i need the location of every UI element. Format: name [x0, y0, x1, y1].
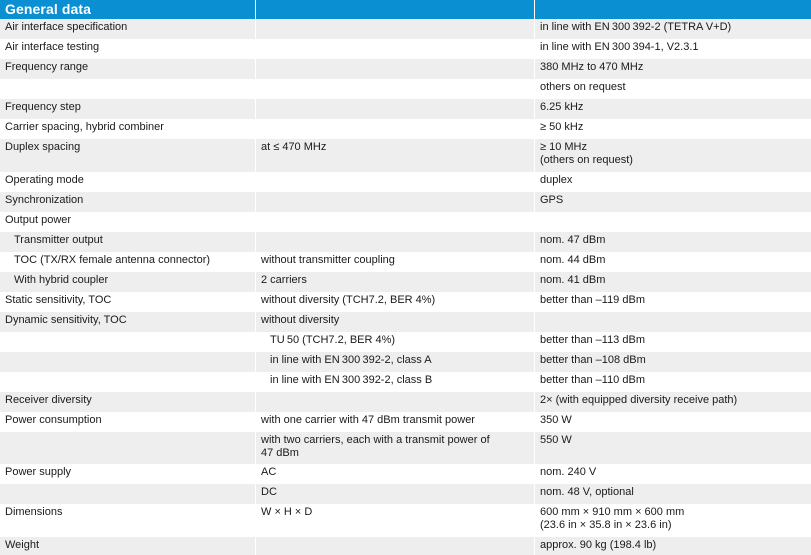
row-value: ≥ 50 kHz: [535, 119, 811, 139]
row-value: 550 W: [535, 432, 811, 465]
row-label: Duplex spacing: [0, 139, 256, 172]
row-condition: W × H × D: [256, 504, 535, 537]
row-condition: [256, 392, 535, 412]
row-value: [535, 212, 811, 232]
row-condition: 2 carriers: [256, 272, 535, 292]
row-label: Operating mode: [0, 172, 256, 192]
row-condition: [256, 432, 535, 465]
row-value: better than –113 dBm: [535, 332, 811, 352]
row-condition: [256, 212, 535, 232]
row-condition: TU 50 (TCH7.2, BER 4%): [256, 332, 535, 352]
row-label: [0, 79, 256, 99]
row-label: TOC (TX/RX female antenna connector): [0, 252, 256, 272]
row-condition: [256, 172, 535, 192]
row-value: 380 MHz to 470 MHz: [535, 59, 811, 79]
row-value: [535, 312, 811, 332]
row-value: duplex: [535, 172, 811, 192]
row-label: Frequency step: [0, 99, 256, 119]
row-condition-line: 47 dBm: [261, 446, 299, 459]
row-condition: [256, 99, 535, 119]
row-condition: [256, 192, 535, 212]
row-condition: [256, 232, 535, 252]
row-label: Air interface testing: [0, 39, 256, 59]
row-value-note: (23.6 in × 35.8 in × 23.6 in): [540, 519, 672, 531]
row-condition: in line with EN 300 392-2, class A: [256, 352, 535, 372]
row-value: GPS: [535, 192, 811, 212]
row-condition: [256, 537, 535, 555]
row-value-line: ≥ 10 MHz: [540, 141, 587, 153]
row-label: [0, 432, 256, 465]
row-label: Air interface specification: [0, 19, 256, 39]
row-condition: [256, 79, 535, 99]
row-condition: in line with EN 300 392-2, class B: [256, 372, 535, 392]
row-condition: without transmitter coupling: [256, 252, 535, 272]
row-label: Static sensitivity, TOC: [0, 292, 256, 312]
header-spacer: [256, 0, 535, 19]
section-title: General data: [0, 0, 256, 19]
row-value: 350 W: [535, 412, 811, 432]
row-label: Dimensions: [0, 504, 256, 537]
row-value: in line with EN 300 394-1, V2.3.1: [535, 39, 811, 59]
row-condition: [256, 59, 535, 79]
row-label: Power supply: [0, 464, 256, 484]
row-label: With hybrid coupler: [0, 272, 256, 292]
row-condition: AC: [256, 464, 535, 484]
row-condition: [256, 19, 535, 39]
row-value: better than –119 dBm: [535, 292, 811, 312]
row-value: better than –108 dBm: [535, 352, 811, 372]
row-value-line: 600 mm × 910 mm × 600 mm: [540, 506, 685, 518]
row-value: [535, 504, 811, 537]
row-label: [0, 352, 256, 372]
row-label: Power consumption: [0, 412, 256, 432]
row-condition: without diversity: [256, 312, 535, 332]
row-label: [0, 332, 256, 352]
row-condition: [256, 39, 535, 59]
row-label: Frequency range: [0, 59, 256, 79]
row-label: Synchronization: [0, 192, 256, 212]
row-value: better than –110 dBm: [535, 372, 811, 392]
row-condition-line: with two carriers, each with a transmit power of: [261, 433, 490, 446]
row-value-note: (others on request): [540, 154, 633, 166]
row-label: Carrier spacing, hybrid combiner: [0, 119, 256, 139]
row-value: nom. 240 V: [535, 464, 811, 484]
row-value: [535, 139, 811, 172]
row-label: Dynamic sensitivity, TOC: [0, 312, 256, 332]
table-header: [0, 0, 811, 19]
row-value: nom. 47 dBm: [535, 232, 811, 252]
row-label: [0, 372, 256, 392]
row-label: [0, 484, 256, 504]
spec-table: [0, 19, 811, 555]
row-value: 2× (with equipped diversity receive path): [535, 392, 811, 412]
row-condition: without diversity (TCH7.2, BER 4%): [256, 292, 535, 312]
header-spacer: [535, 0, 811, 19]
row-condition: with one carrier with 47 dBm transmit power: [256, 412, 535, 432]
row-label: Weight: [0, 537, 256, 555]
row-condition: [256, 119, 535, 139]
row-value: 6.25 kHz: [535, 99, 811, 119]
row-label: Output power: [0, 212, 256, 232]
row-value: nom. 41 dBm: [535, 272, 811, 292]
row-condition: DC: [256, 484, 535, 504]
row-value: others on request: [535, 79, 811, 99]
row-value: in line with EN 300 392-2 (TETRA V+D): [535, 19, 811, 39]
row-value: nom. 48 V, optional: [535, 484, 811, 504]
row-value: approx. 90 kg (198.4 lb): [535, 537, 811, 555]
row-value: nom. 44 dBm: [535, 252, 811, 272]
row-label: Receiver diversity: [0, 392, 256, 412]
row-label: Transmitter output: [0, 232, 256, 252]
row-condition: at ≤ 470 MHz: [256, 139, 535, 172]
